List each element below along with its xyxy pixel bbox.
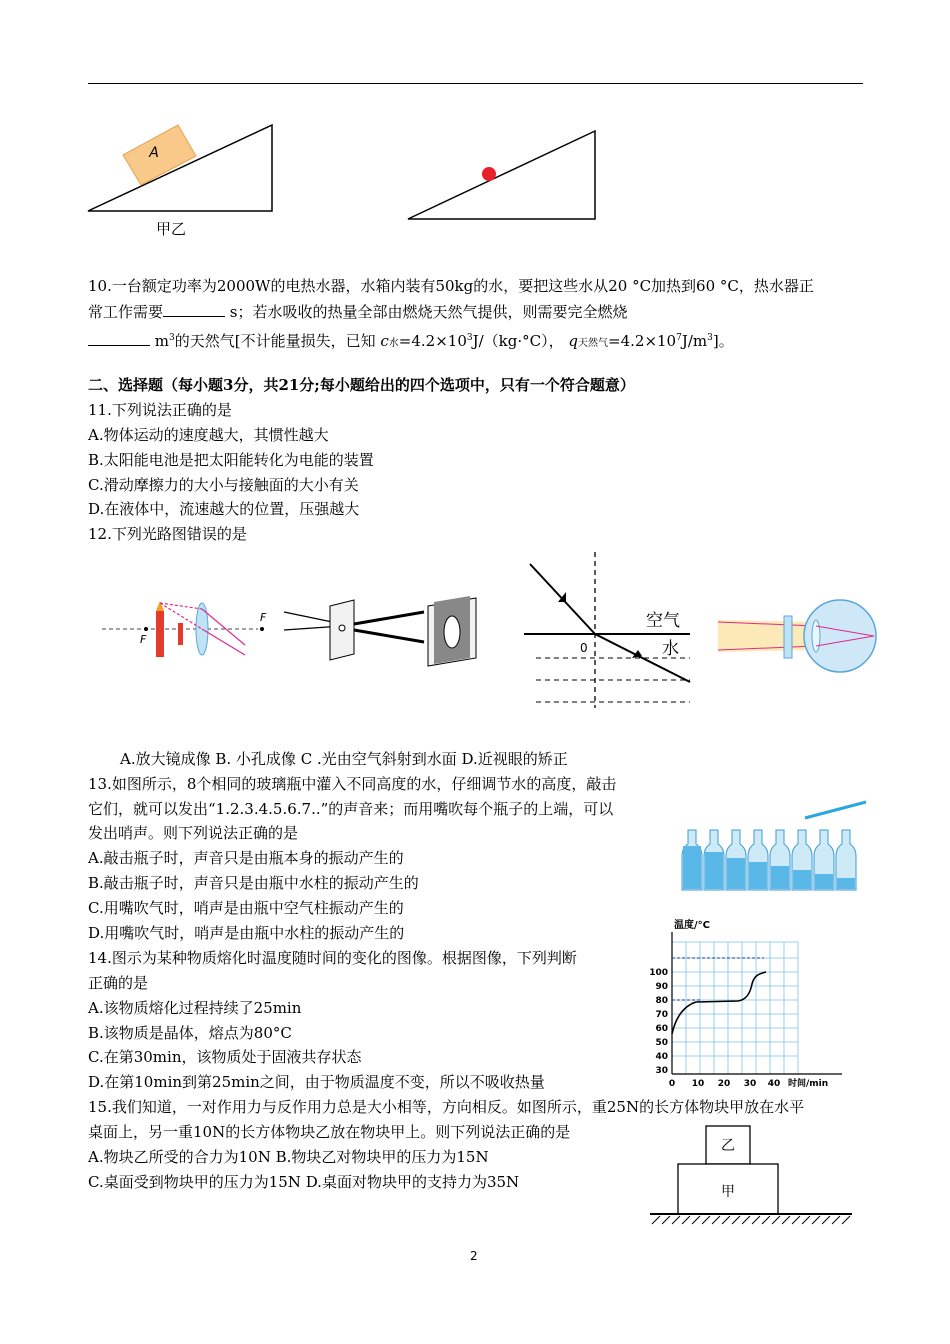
q11-option-b: B.太阳能电池是把太阳能转化为电能的装置: [88, 451, 374, 469]
eye-correction-diagram: [716, 598, 888, 678]
block-jia-label: 甲: [721, 1184, 735, 1200]
answer-blank-1[interactable]: [163, 302, 225, 317]
focal-label-1: F: [140, 633, 147, 646]
xtick: 10: [691, 1079, 705, 1089]
q13-line1: 13.如图所示，8个相同的玻璃瓶中灌入不同高度的水，仔细调节水的高度，敲击: [88, 775, 617, 793]
xtick: 20: [717, 1079, 731, 1089]
pinhole-diagram: [282, 598, 480, 668]
magnifier-diagram: [100, 595, 267, 665]
header-rule: [88, 83, 863, 84]
q14-option-c: C.在第30min，该物质处于固液共存状态: [88, 1048, 362, 1066]
melting-graph: [646, 912, 860, 1090]
q14-line2: 正确的是: [88, 974, 149, 992]
q12-options: A.放大镜成像 B. 小孔成像 C .光由空气斜射到水面 D.近视眼的矫正: [120, 750, 568, 768]
q11-option-a: A.物体运动的速度越大，其惯性越大: [88, 426, 329, 444]
q13-option-c: C.用嘴吹气时，哨声是由瓶中空气柱振动产生的: [88, 899, 404, 917]
block-a-label: A: [149, 145, 159, 161]
water-label: 水: [662, 639, 679, 659]
block-yi-label: 乙: [721, 1138, 735, 1154]
xtick: 30: [743, 1079, 757, 1089]
ytick: 80: [655, 996, 668, 1006]
q15-option-ab: A.物块乙所受的合力为10N B.物块乙对物块甲的压力为15N: [88, 1148, 489, 1166]
q10-line2: 常工作需要 s；若水吸收的热量全部由燃烧天然气提供，则需要完全燃烧: [88, 303, 628, 321]
q11-option-c: C.滑动摩擦力的大小与接触面的大小有关: [88, 476, 359, 494]
q10-line1: 10.一台额定功率为2000W的电热水器，水箱内装有50kg的水，要把这些水从20 °C加热到60 °C，热水器正: [88, 277, 814, 295]
ytick: 100: [649, 968, 668, 978]
ytick: 70: [655, 1010, 668, 1020]
q14-option-d: D.在第10min到第25min之间，由于物质温度不变，所以不吸收热量: [88, 1073, 545, 1091]
graph-xlabel: 时间/min: [788, 1079, 829, 1089]
q15-line1: 15.我们知道，一对作用力与反作用力总是大小相等，方向相反。如图所示，重25N的长方体物块甲放在水平: [88, 1098, 805, 1116]
q14-option-b: B.该物质是晶体，熔点为80°C: [88, 1024, 292, 1042]
q13-line2: 它们，就可以发出“1.2.3.4.5.6.7..”的声音来；而用嘴吹每个瓶子的上端，可以: [88, 800, 614, 818]
q10-line3: $m^3$的天然气[不计能量损失，已知 c水$=4.2\times 10^3J/(kg\cdot^\circ C)$， q天然气$=4.2\times 10^7J/m^3$]。: [88, 328, 734, 354]
ytick: 60: [655, 1024, 668, 1034]
answer-blank-2[interactable]: [88, 331, 150, 346]
graph-ylabel: 温度/°C: [674, 920, 710, 931]
section-title: 二、选择题（每小题3分，共21分;每小题给出的四个选项中，只有一个符合题意）: [88, 376, 635, 394]
q13-line3: 发出哨声。则下列说法正确的是: [88, 824, 299, 842]
q13-option-a: A.敲击瓶子时，声音只是由瓶本身的振动产生的: [88, 849, 404, 867]
ytick: 90: [655, 982, 668, 992]
ytick: 50: [655, 1038, 668, 1048]
xtick: 40: [767, 1079, 781, 1089]
bottles-figure: [680, 800, 870, 896]
air-label: 空气: [646, 611, 680, 631]
q11-option-d: D.在液体中，流速越大的位置，压强越大: [88, 500, 360, 518]
block-a: [123, 125, 196, 185]
q12-stem: 12.下列光路图错误的是: [88, 525, 247, 543]
ytick: 30: [655, 1066, 668, 1076]
q13-option-d: D.用嘴吹气时，哨声是由瓶中水柱的振动产生的: [88, 924, 405, 942]
q15-option-cd: C.桌面受到物块甲的压力为15N D.桌面对物块甲的支持力为35N: [88, 1173, 520, 1191]
xtick: 0: [668, 1079, 676, 1089]
origin-label: 0: [580, 641, 588, 655]
blocks-figure: [646, 1122, 856, 1228]
q14-option-a: A.该物质熔化过程持续了25min: [88, 999, 302, 1017]
ytick: 40: [655, 1052, 668, 1062]
q14-line1: 14.图示为某种物质熔化时温度随时间的变化的图像。根据图像，下列判断: [88, 949, 577, 967]
q13-option-b: B.敲击瓶子时，声音只是由瓶中水柱的振动产生的: [88, 874, 419, 892]
refraction-diagram: [520, 550, 700, 710]
q15-line2: 桌面上，另一重10N的长方体物块乙放在物块甲上。则下列说法正确的是: [88, 1123, 571, 1141]
red-ball: [482, 167, 496, 181]
page-number: 2: [470, 1249, 478, 1263]
focal-label-2: F: [260, 611, 267, 624]
q11-stem: 11.下列说法正确的是: [88, 401, 232, 419]
fig9-caption: 甲乙: [156, 220, 187, 238]
